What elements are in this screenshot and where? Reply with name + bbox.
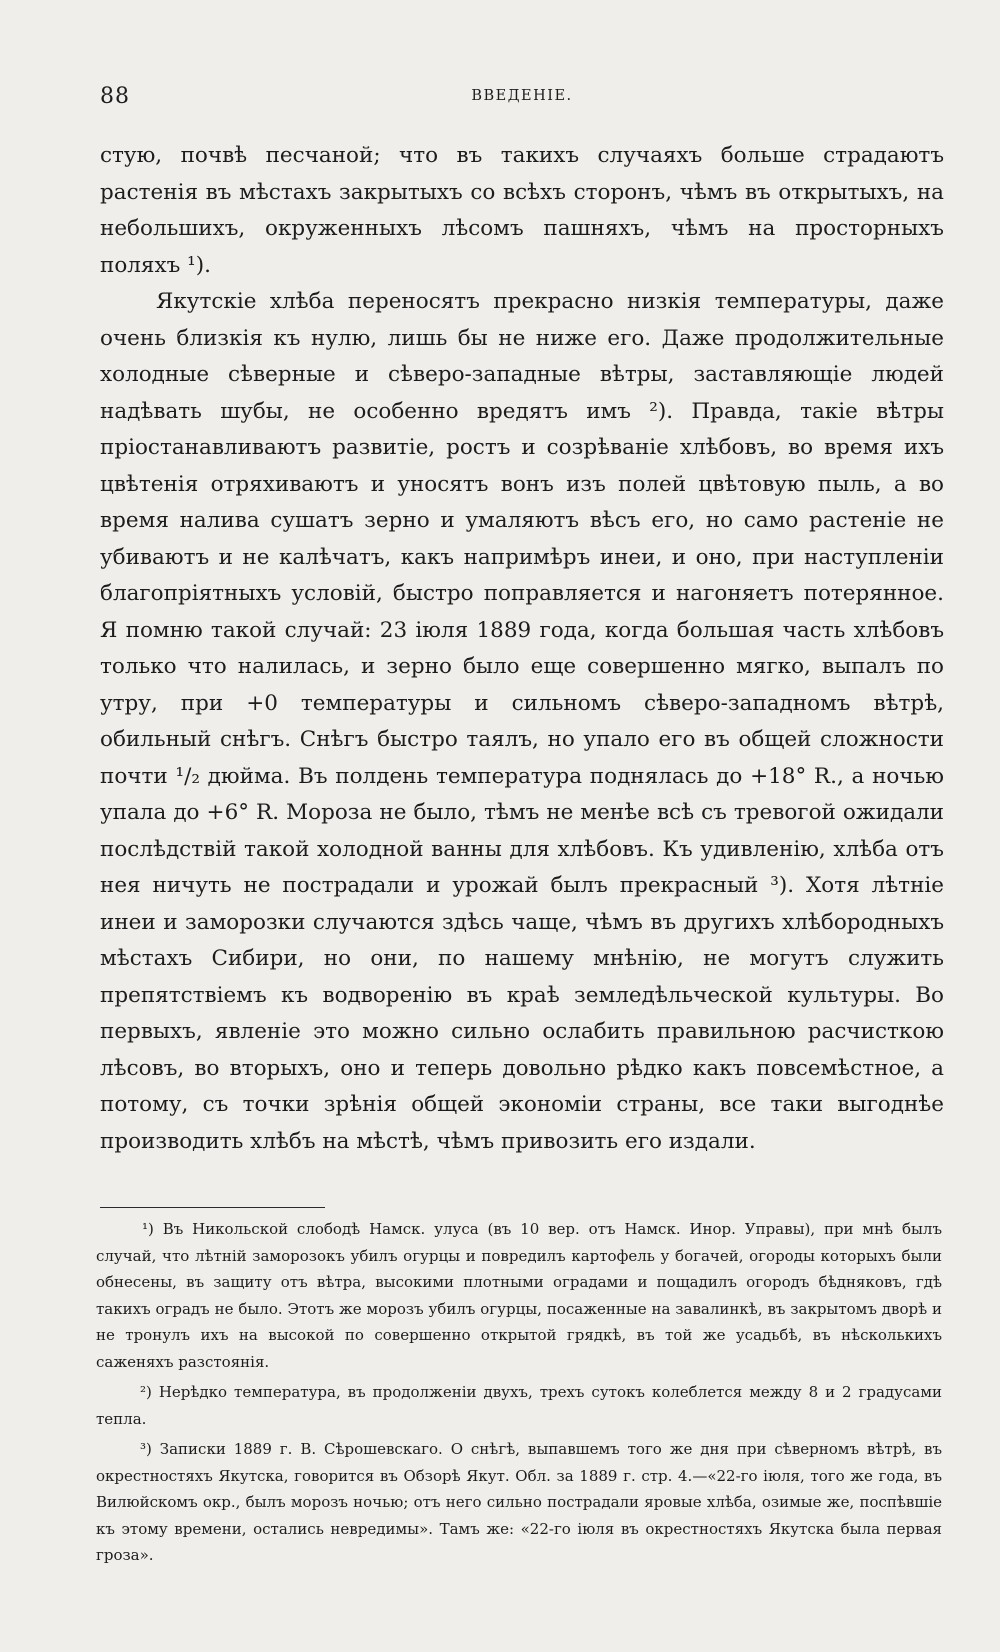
main-text [100,138,944,1160]
paragraph: Якутскіе хлѣба переносятъ прекрасно низкія температуры, даже очень близкія къ нулю, лишь бы не ниже его. Даже продолжительные холодные сѣверные и сѣверо-западные вѣтры, заставляющіе людей надѣвать шубы, не особенно вредятъ имъ ²). Правда, такіе вѣтры пріостанавливаютъ развитіе, ростъ и созрѣваніе хлѣбовъ, во время ихъ цвѣтенія отряхиваютъ и уносятъ вонъ изъ полей цвѣтовую пыль, а во время налива сушатъ зерно и умаляютъ вѣсъ его, но само растеніе не убиваютъ и не калѣчатъ, какъ напримѣръ инеи, и оно, при наступленіи благопріятныхъ условій, быстро поправляется и нагоняетъ потерянное. Я помню такой случай: 23 іюля 1889 года, когда большая часть хлѣбовъ только что налилась, и зерно было еще совершенно мягко, выпалъ по утру, при +0 температуры и сильномъ сѣверо-западномъ вѣтрѣ, обильный снѣгъ. Снѣгъ быстро таялъ, но упало его въ общей сложности почти ¹/₂ дюйма. Въ полдень температура поднялась до +18° R., а ночью упала до +6° R. Мороза не было, тѣмъ не менѣе всѣ съ тревогой ожидали послѣдствій такой холодной ванны для хлѣбовъ. Къ удивленію, хлѣба отъ нея ничуть не пострадали и урожай былъ прекрасный ³). Хотя лѣтніе инеи и заморозки случаются здѣсь чаще, чѣмъ въ другихъ хлѣбородныхъ мѣстахъ Сибири, но они, по нашему мнѣнію, не могутъ служить препятствіемъ къ водворенію въ краѣ земледѣльческой культуры. Во первыхъ, явленіе это можно сильно ослабить правильною расчисткою лѣсовъ, во вторыхъ, оно и теперь довольно рѣдко какъ повсемѣстное, а потому, съ точки зрѣнія общей экономіи страны, все таки выгоднѣе производить хлѣбъ на мѣстѣ, чѣмъ привозить его издали. [100,289,944,1154]
footnote: ³) Записки 1889 г. В. Сѣрошевскаго. О снѣгѣ, выпавшемъ того же дня при сѣверномъ вѣтрѣ, въ окрестностяхъ Якутска, говорится въ Обзорѣ Якут. Обл. за 1889 г. стр. 4.—«22-го іюля, того же года, въ Вилюйскомъ окр., былъ морозъ ночью; отъ него сильно пострадали яровые хлѣба, озимые же, поспѣвшіе къ этому времени, остались невредимы». Тамъ же: «22-го іюля въ окрестностяхъ Якутска была первая гроза». [96,1440,942,1564]
footnote: ¹) Въ Никольской слободѣ Намск. улуса (въ 10 вер. отъ Намск. Инор. Управы), при мнѣ былъ случай, что лѣтній заморозокъ убилъ огурцы и повредилъ картофель у богачей, огороды которыхъ были обнесены, въ защиту отъ вѣтра, высокими плотными оградами и пощадилъ огородъ бѣдняковъ, гдѣ такихъ оградъ не было. Этотъ же морозъ убилъ огурцы, посаженные на завалинкѣ, въ закрытомъ дворѣ и не тронулъ ихъ на высокой по совершенно открытой грядкѣ, въ той же усадьбѣ, въ нѣсколькихъ саженяхъ разстоянія. [96,1220,942,1371]
running-head: ВВЕДЕНІЕ. [471,88,573,104]
footnote-divider [100,1207,325,1208]
page-header [100,84,944,120]
page-number: 88 [100,84,130,109]
footnotes [96,1216,942,1573]
paragraph: стую, почвѣ песчаной; что въ такихъ случаяхъ больше страдаютъ растенія въ мѣстахъ закрытыхъ со всѣхъ сторонъ, чѣмъ въ открытыхъ, на небольшихъ, окруженныхъ лѣсомъ пашняхъ, чѣмъ на просторныхъ поляхъ ¹). [100,143,944,278]
footnote: ²) Нерѣдко температура, въ продолженіи двухъ, трехъ сутокъ колеблется между 8 и 2 градусами тепла. [96,1383,942,1428]
